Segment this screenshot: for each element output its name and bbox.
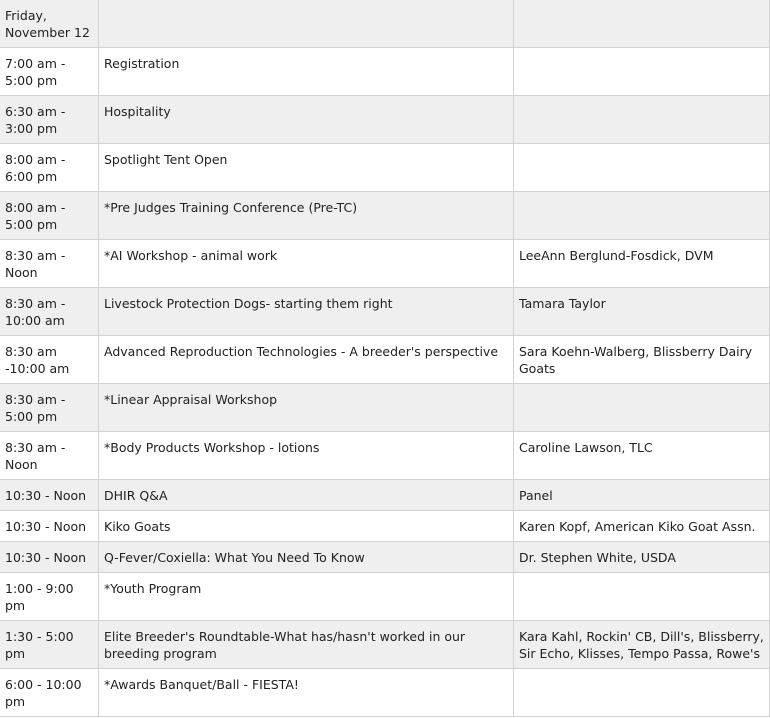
time-cell: 7:00 am - 5:00 pm [0, 48, 99, 96]
event-cell: *Awards Banquet/Ball - FIESTA! [99, 669, 514, 717]
table-row [0, 384, 770, 432]
event-cell: *Linear Appraisal Workshop [99, 384, 514, 432]
presenter-cell: Tamara Taylor [514, 288, 770, 336]
table-row [0, 144, 770, 192]
table-row [0, 96, 770, 144]
time-cell: 10:30 - Noon [0, 542, 99, 573]
presenter-cell [514, 573, 770, 621]
event-cell: Q-Fever/Coxiella: What You Need To Know [99, 542, 514, 573]
header-presenter-cell [514, 0, 770, 48]
event-cell: Elite Breeder's Roundtable-What has/hasn't worked in our breeding program [99, 621, 514, 669]
event-cell: *Youth Program [99, 573, 514, 621]
event-cell: Spotlight Tent Open [99, 144, 514, 192]
header-event-cell [99, 0, 514, 48]
time-cell: 8:30 am - Noon [0, 432, 99, 480]
table-row [0, 573, 770, 621]
time-cell: 10:30 - Noon [0, 480, 99, 511]
presenter-cell [514, 384, 770, 432]
event-cell: *AI Workshop - animal work [99, 240, 514, 288]
presenter-cell [514, 48, 770, 96]
time-cell: 8:30 am - 5:00 pm [0, 384, 99, 432]
presenter-cell [514, 192, 770, 240]
table-row [0, 542, 770, 573]
table-row [0, 480, 770, 511]
day-label: Friday, November 12 [0, 0, 99, 48]
time-cell: 10:30 - Noon [0, 511, 99, 542]
table-row [0, 669, 770, 717]
presenter-cell: Kara Kahl, Rockin' CB, Dill's, Blissberry, Sir Echo, Klisses, Tempo Passa, Rowe's [514, 621, 770, 669]
event-cell: *Body Products Workshop - lotions [99, 432, 514, 480]
time-cell: 6:30 am - 3:00 pm [0, 96, 99, 144]
table-row [0, 240, 770, 288]
presenter-cell: Caroline Lawson, TLC [514, 432, 770, 480]
table-row [0, 192, 770, 240]
event-cell: Registration [99, 48, 514, 96]
time-cell: 1:00 - 9:00 pm [0, 573, 99, 621]
event-cell: *Pre Judges Training Conference (Pre-TC) [99, 192, 514, 240]
event-cell: Kiko Goats [99, 511, 514, 542]
time-cell: 6:00 - 10:00 pm [0, 669, 99, 717]
table-row [0, 336, 770, 384]
table-row [0, 432, 770, 480]
time-cell: 8:30 am -10:00 am [0, 336, 99, 384]
presenter-cell: Sara Koehn-Walberg, Blissberry Dairy Goats [514, 336, 770, 384]
event-cell: Livestock Protection Dogs- starting them right [99, 288, 514, 336]
presenter-cell: LeeAnn Berglund-Fosdick, DVM [514, 240, 770, 288]
time-cell: 8:00 am - 5:00 pm [0, 192, 99, 240]
presenter-cell [514, 144, 770, 192]
day-header-row [0, 0, 770, 48]
presenter-cell: Panel [514, 480, 770, 511]
presenter-cell [514, 669, 770, 717]
table-row [0, 48, 770, 96]
presenter-cell: Karen Kopf, American Kiko Goat Assn. [514, 511, 770, 542]
time-cell: 8:30 am - 10:00 am [0, 288, 99, 336]
event-cell: Advanced Reproduction Technologies - A breeder's perspective [99, 336, 514, 384]
table-row [0, 621, 770, 669]
table-row [0, 288, 770, 336]
presenter-cell: Dr. Stephen White, USDA [514, 542, 770, 573]
presenter-cell [514, 96, 770, 144]
table-row [0, 511, 770, 542]
event-cell: DHIR Q&A [99, 480, 514, 511]
time-cell: 1:30 - 5:00 pm [0, 621, 99, 669]
event-cell: Hospitality [99, 96, 514, 144]
time-cell: 8:00 am - 6:00 pm [0, 144, 99, 192]
time-cell: 8:30 am - Noon [0, 240, 99, 288]
